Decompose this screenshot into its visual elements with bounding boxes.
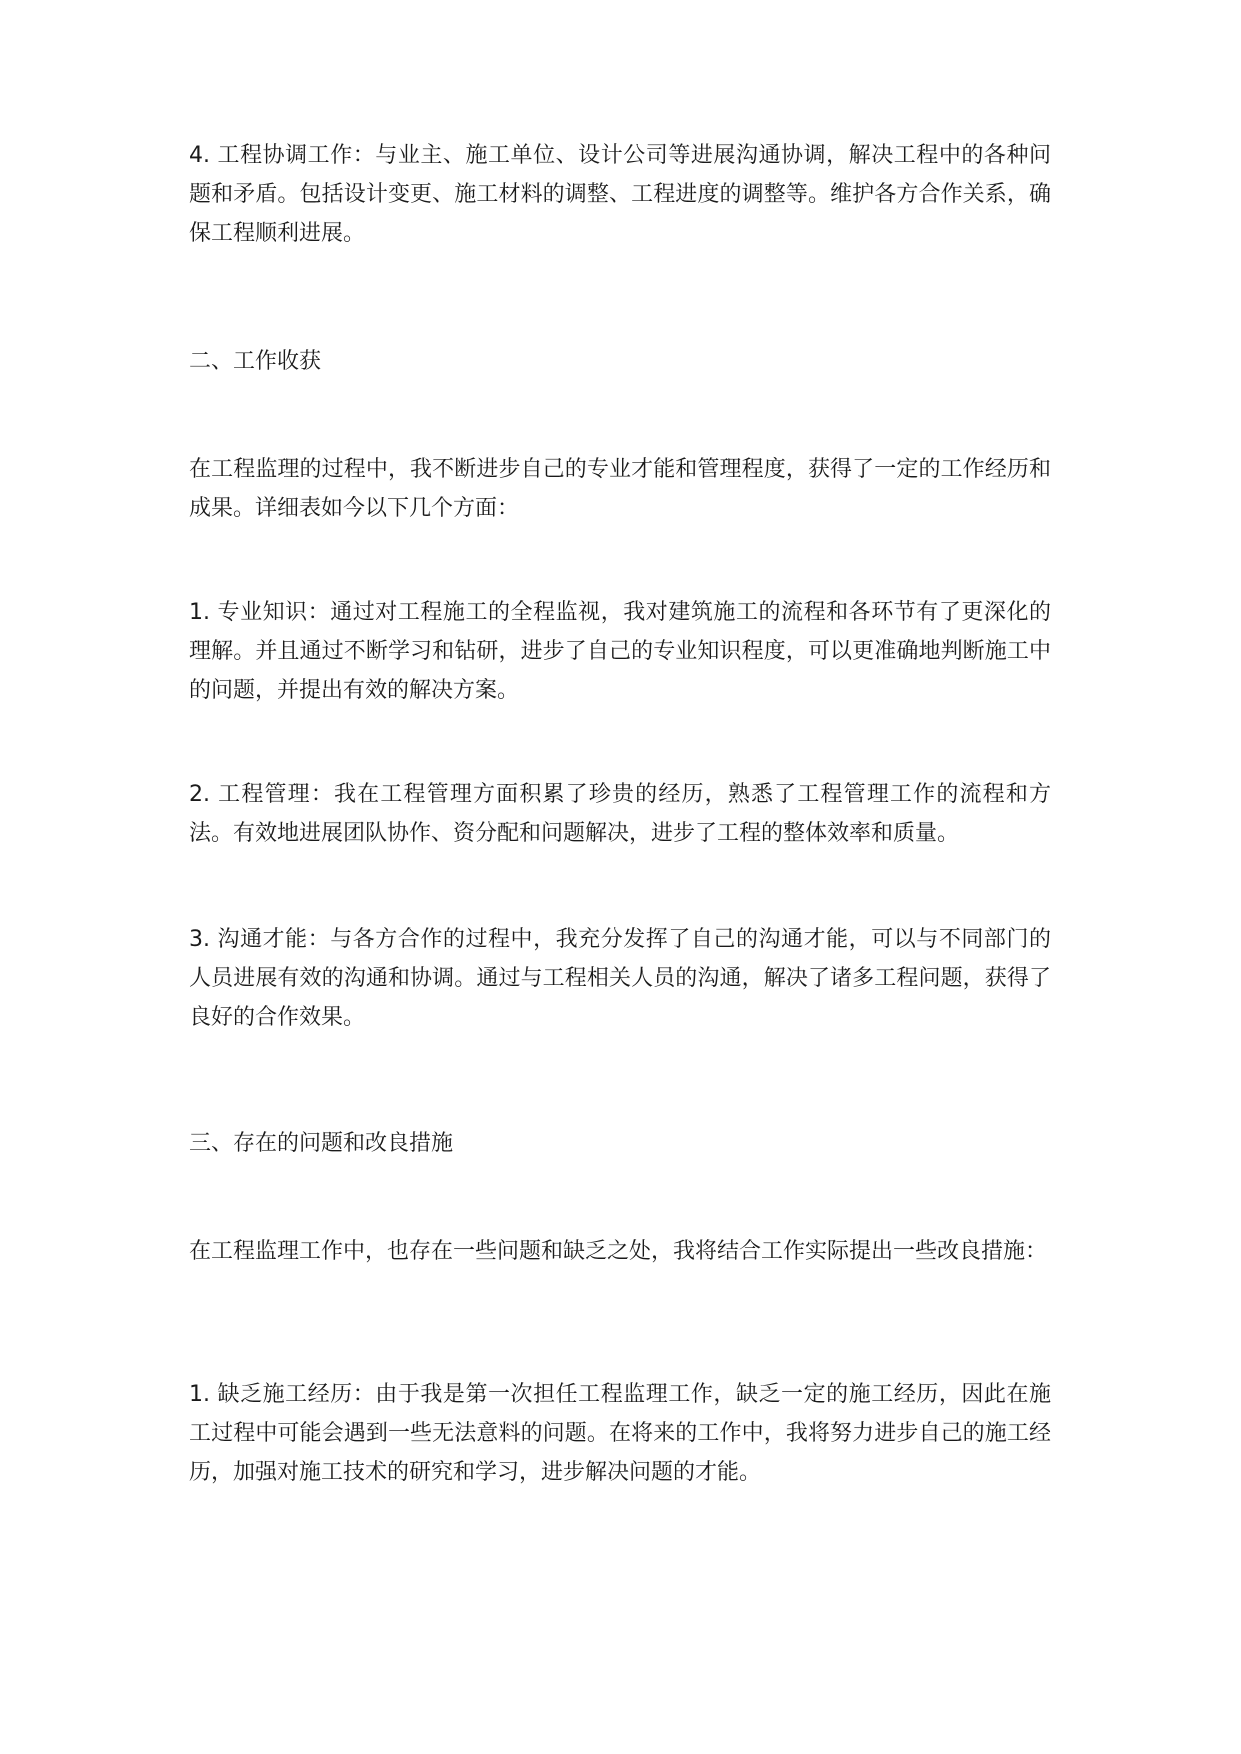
paragraph-project-coordination: 4. 工程协调工作：与业主、施工单位、设计公司等进展沟通协调，解决工程中的各种问题和矛盾。包括设计变更、施工材料的调整、工程进度的调整等。维护各方合作关系，确保工程顺利进展。 bbox=[189, 143, 1051, 246]
paragraph-lack-construction-experience: 1. 缺乏施工经历：由于我是第一次担任工程监理工作，缺乏一定的施工经历，因此在施工过程中可能会遇到一些无法意料的问题。在将来的工作中，我将努力进步自己的施工经历，加强对施工技术的研究和学习，进步解决问题的才能。 bbox=[189, 1382, 1051, 1485]
paragraph-project-management: 2. 工程管理：我在工程管理方面积累了珍贵的经历，熟悉了工程管理工作的流程和方法。有效地进展团队协作、资分配和问题解决，进步了工程的整体效率和质量。 bbox=[189, 782, 1051, 846]
paragraph-professional-knowledge: 1. 专业知识：通过对工程施工的全程监视，我对建筑施工的流程和各环节有了更深化的理解。并且通过不断学习和钻研，进步了自己的专业知识程度，可以更准确地判断施工中的问题，并提出有效的解决方案。 bbox=[189, 600, 1051, 703]
paragraph-gains-intro: 在工程监理的过程中，我不断进步自己的专业才能和管理程度，获得了一定的工作经历和成果。详细表如今以下几个方面： bbox=[189, 457, 1051, 521]
paragraph-problems-intro: 在工程监理工作中，也存在一些问题和缺乏之处，我将结合工作实际提出一些改良措施： bbox=[189, 1239, 1048, 1264]
paragraph-communication-skills: 3. 沟通才能：与各方合作的过程中，我充分发挥了自己的沟通才能，可以与不同部门的人员进展有效的沟通和协调。通过与工程相关人员的沟通，解决了诸多工程问题，获得了良好的合作效果。 bbox=[189, 927, 1051, 1030]
section-heading-work-gains: 二、工作收获 bbox=[189, 349, 322, 374]
section-heading-problems-improvements: 三、存在的问题和改良措施 bbox=[189, 1131, 454, 1156]
